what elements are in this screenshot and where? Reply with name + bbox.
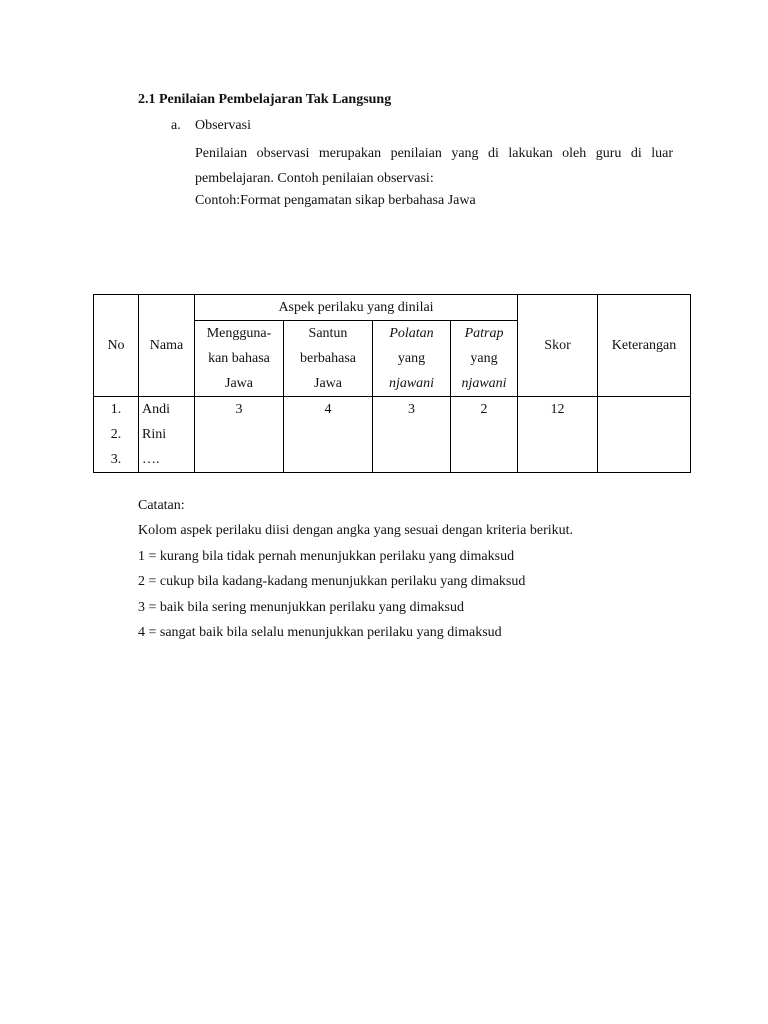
header-aspek-4	[451, 321, 518, 397]
header-aspek-2	[284, 321, 373, 397]
student-name: Andi	[142, 402, 170, 417]
header-aspek-2-line: berbahasa	[300, 351, 356, 366]
student-name: ….	[142, 452, 160, 467]
observation-paragraph: Penilaian observasi merupakan penilaian yang di lakukan oleh guru di luar pembelajaran. Contoh penilaian observasi:	[195, 146, 673, 186]
score-aspek-1: 3	[195, 397, 284, 473]
notes-title: Catatan:	[138, 498, 185, 513]
row-number: 2.	[110, 427, 122, 442]
notes-block	[138, 493, 573, 645]
criteria-item: 4 = sangat baik bila selalu menunjukkan perilaku yang dimaksud	[138, 625, 502, 641]
section-heading: 2.1 Penilaian Pembelajaran Tak Langsung	[138, 92, 392, 107]
header-aspek-4-line: yang	[470, 351, 498, 366]
score-aspek-3: 3	[373, 397, 451, 473]
header-aspek-3-line: yang	[397, 351, 426, 366]
header-aspek-4-line: Patrap	[464, 326, 504, 341]
header-aspek-3-line: njawani	[388, 376, 435, 391]
cell-keterangan	[598, 397, 691, 473]
criteria-item: 2 = cukup bila kadang-kadang menunjukkan perilaku yang dimaksud	[138, 574, 526, 590]
score-aspek-4: 2	[451, 397, 518, 473]
criteria-item: 3 = baik bila sering menunjukkan perilaku yang dimaksud	[138, 599, 464, 615]
header-aspek-3	[373, 321, 451, 397]
row-number: 1.	[110, 402, 122, 417]
header-keterangan: Keterangan	[598, 295, 691, 397]
header-aspek-1	[195, 321, 284, 397]
header-aspek-2-line: Santun	[308, 326, 348, 341]
list-item-label: Observasi	[195, 118, 251, 133]
header-aspek-1-line: Mengguna-	[206, 326, 272, 341]
header-no: No	[94, 295, 139, 397]
observation-table	[93, 294, 691, 473]
example-caption: Contoh:Format pengamatan sikap berbahasa Jawa	[195, 193, 476, 208]
cell-no	[94, 397, 139, 473]
row-number: 3.	[110, 452, 122, 467]
header-nama: Nama	[139, 295, 195, 397]
cell-nama	[139, 397, 195, 473]
header-aspek: Aspek perilaku yang dinilai	[195, 295, 518, 321]
header-aspek-3-line: Polatan	[389, 326, 434, 341]
notes-intro: Kolom aspek perilaku diisi dengan angka yang sesuai dengan kriteria berikut.	[138, 523, 574, 539]
list-item-marker: a.	[171, 118, 181, 133]
header-aspek-4-line: njawani	[461, 376, 507, 391]
header-aspek-1-line: kan bahasa	[208, 351, 270, 366]
header-aspek-2-line: Jawa	[314, 376, 342, 391]
header-aspek-1-line: Jawa	[225, 376, 253, 391]
student-name: Rini	[142, 427, 167, 442]
criteria-item: 1 = kurang bila tidak pernah menunjukkan perilaku yang dimaksud	[138, 548, 515, 564]
score-aspek-2: 4	[284, 397, 373, 473]
header-skor: Skor	[518, 295, 598, 397]
total-skor: 12	[518, 397, 598, 473]
